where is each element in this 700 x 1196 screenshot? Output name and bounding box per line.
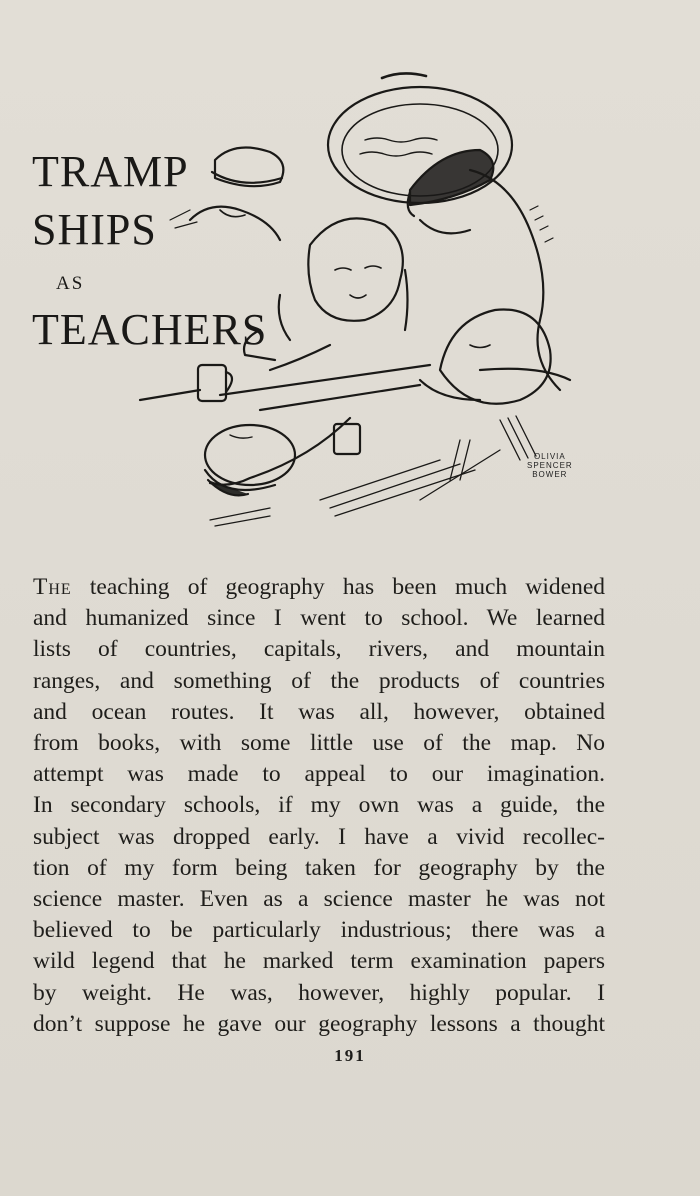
drop-word: The xyxy=(33,574,72,600)
illustrator-signature: OLIVIA SPENCER BOWER xyxy=(527,452,573,479)
sailor-bald-drawing xyxy=(420,310,570,404)
body-paragraph xyxy=(33,572,605,1040)
title-line-tramp: TRAMP xyxy=(32,147,189,196)
text-line: believed to be particularly industrious; there was a xyxy=(33,917,605,944)
page-number: 191 xyxy=(334,1046,366,1065)
text-line: don’t suppose he gave our geography lessons a thought xyxy=(33,1010,605,1037)
text-line: wild legend that he marked term examination papers xyxy=(33,948,605,975)
sailor-left-drawing xyxy=(170,148,283,241)
text-line: In secondary schools, if my own was a guide, the xyxy=(33,792,605,819)
sailor-center-drawing xyxy=(244,218,408,370)
text-line: by weight. He was, however, highly popular. I xyxy=(33,979,605,1006)
hat-on-table-drawing xyxy=(205,425,295,495)
hatching-strokes xyxy=(210,416,536,526)
text-line: subject was dropped early. I have a vivid recollec- xyxy=(33,823,605,850)
text-line: and humanized since I went to school. We learned xyxy=(33,605,605,632)
text-line: science master. Even as a science master he was not xyxy=(33,886,605,913)
title-line-ships: SHIPS xyxy=(32,205,157,254)
text-line: ranges, and something of the products of countries xyxy=(33,667,605,694)
text-line: lists of countries, capitals, rivers, and mountain xyxy=(33,636,605,663)
text-line: from books, with some little use of the map. No xyxy=(33,730,605,757)
title-line-teachers: TEACHERS xyxy=(32,305,268,354)
title-line-as: AS xyxy=(56,273,85,294)
text-line: tion of my form being taken for geography by the xyxy=(33,854,605,881)
table-and-cups-drawing xyxy=(140,365,430,485)
text-line: and ocean routes. It was all, however, obtained xyxy=(33,698,605,725)
text-line: The teaching of geography has been much widened xyxy=(33,574,605,600)
text-line: attempt was made to appeal to our imagination. xyxy=(33,761,605,788)
